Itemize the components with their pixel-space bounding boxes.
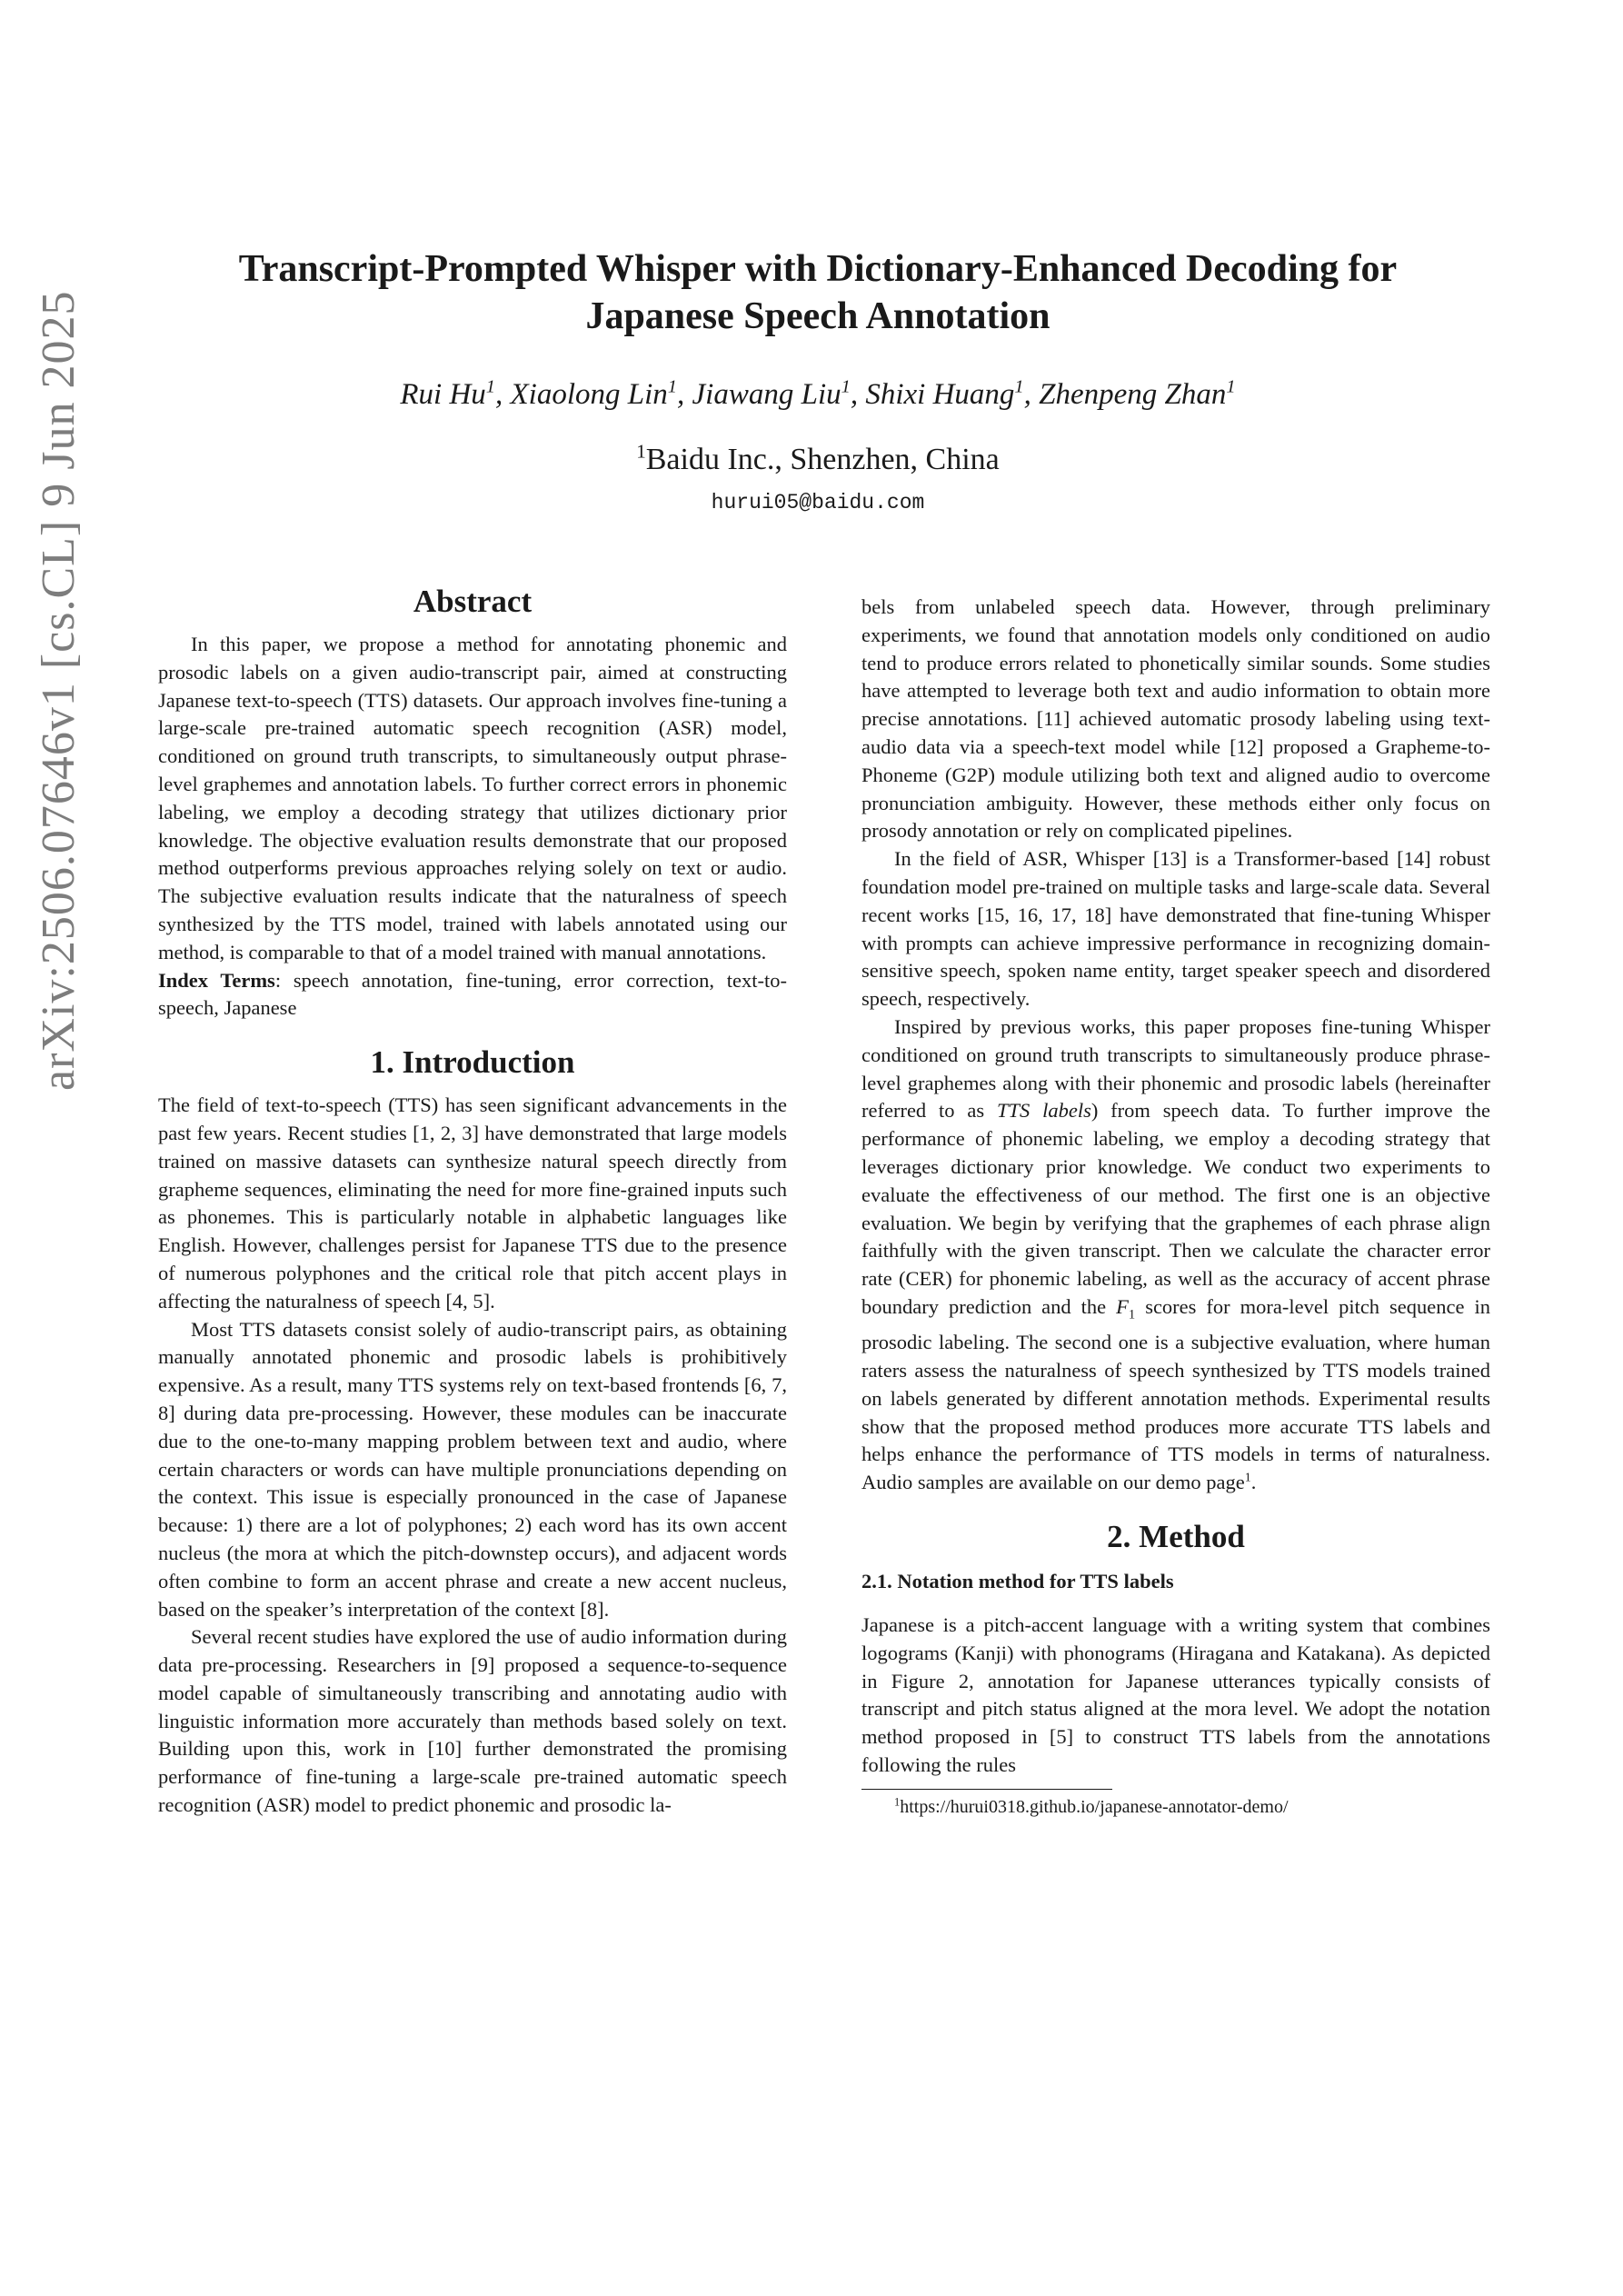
method-paragraph-1: Japanese is a pitch-accent language with a writing system that combines logograms (Kanji) with phonograms (Hiragana and Katakana). As depicted in Figure 2, annotation for Japanese utterances typically consists of transcript and pitch status aligned at the mora level. We adopt the notation method proposed in [5] to construct TTS labels from the annotations following the rules [861, 1613, 1490, 1776]
footnote [861, 1795, 1490, 1819]
affiliation [164, 440, 1472, 480]
author-list: Rui Hu$^1$, Xiaolong Lin$^1$, Jiawang Liu$^1$, Shixi Huang$^1$, Zhenpeng Zhan$^1$ [400, 376, 1236, 411]
affiliation-mark: 1 [636, 440, 646, 463]
footnote-link[interactable]: https://hurui0318.github.io/japanese-annotator-demo/ [900, 1796, 1289, 1817]
author-name: Rui Hu [400, 378, 486, 411]
left-column [158, 582, 787, 1820]
text-run: scores for mora-level pitch sequence in prosodic labeling. The second one is a subjective evaluation, where human raters assess the naturalness of speech synthesized by TTS models trained on labels generated by different annotation methods. Experimental results show that the proposed method produces more accurate TTS labels and helps enhance the performance of TTS models in terms of naturalness. Audio samples are available on our demo page [861, 1294, 1490, 1494]
affiliation-text: Baidu Inc., Shenzhen, China [645, 443, 1000, 476]
section-heading-method: 2. Method [1107, 1519, 1245, 1554]
arxiv-identifier-stamp: arXiv:2506.07646v1 [cs.CL] 9 Jun 2025 [33, 290, 85, 1091]
abstract-text: In this paper, we propose a method for annotating phonemic and prosodic labels on a given audio-transcript pair, aimed at constructing Japanese text-to-speech (TTS) datasets. Our approach involves fine-tuning a large-scale pre-trained automatic speech recognition (ASR) model, conditioned on ground truth transcripts, to simultaneously output phrase-level graphemes and annotation labels. To further correct errors in phonemic labeling, we employ a decoding strategy that utilizes dictionary prior knowledge. The objective evaluation results demonstrate that our proposed method outperforms previous approaches relying solely on text or audio. The subjective evaluation results indicate that the naturalness of speech synthesized by the TTS model, trained with labels annotated using our method, is comparable to that of a model trained with manual annotations. [158, 633, 787, 963]
author-name: Zhenpeng Zhan [1039, 378, 1227, 411]
intro-paragraph-3: Several recent studies have explored the use of audio information during data pre-processing. Researchers in [9] proposed a sequence-to-sequence model capable of simultaneously transcribing and annotating audio with linguistic information more accurately than methods based solely on text. Building upon this, work in [10] further demonstrated the promising performance of fine-tuning a large-scale pre-trained automatic speech recognition (ASR) model to predict phonemic and prosodic la- [158, 1625, 787, 1817]
emphasized-term: TTS labels [996, 1099, 1091, 1123]
section-heading-introduction: 1. Introduction [370, 1044, 575, 1081]
affiliation-mark: 1 [485, 376, 496, 397]
text-run: . [1250, 1471, 1257, 1494]
affiliation-mark: 1 [667, 376, 678, 397]
intro-paragraph-5 [861, 1013, 1490, 1497]
affiliation-mark: 1 [1014, 376, 1024, 397]
intro-paragraph-4: In the field of ASR, Whisper [13] is a Transformer-based [14] robust foundation model pre-trained on multiple tasks and large-scale data. Several recent works [15, 16, 17, 18] have demonstrated that fine-tuning Whisper with prompts can achieve impressive performance in recognizing domain-sensitive speech, spoken name entity, target speaker speech and disordered speech, respectively. [861, 847, 1490, 1011]
index-terms-label: Index Terms [158, 968, 275, 992]
math-subscript: 1 [1128, 1307, 1136, 1323]
text-run: Inspired by previous works, this paper proposes fine-tuning Whisper conditioned on ground truth transcripts to simultaneously produce phrase-level graphemes along with their phonemic and prosodic labels (hereinafter referred to as [861, 1014, 1490, 1123]
footnote-mark: 1 [1244, 1471, 1251, 1485]
affiliation-mark: 1 [1226, 376, 1236, 397]
abstract-heading: Abstract [413, 584, 533, 619]
subsection-heading: 2.1. Notation method for TTS labels [861, 1570, 1174, 1592]
text-run: ) from speech data. To further improve the performance of phonemic labeling, we employ a decoding strategy that leverages dictionary prior knowledge. We conduct two experiments to evaluate the effectiveness of our method. The first one is an objective evaluation. We begin by verifying that the graphemes of each phrase align faithfully with the given transcript. Then we calculate the character error rate (CER) for phonemic labeling, as well as the accuracy of accent phrase boundary prediction and the [861, 1099, 1490, 1318]
author-email: hurui05@baidu.com [711, 491, 925, 514]
intro-paragraph-1: The field of text-to-speech (TTS) has seen significant advancements in the past few years. Recent studies [1, 2, 3] have demonstrated that large models trained on massive datasets can synthesize natural speech directly from grapheme sequences, eliminating the need for more fine-grained inputs such as phonemes. This is particularly notable in alphabetic languages like English. However, challenges persist for Japanese TTS due to the presence of numerous polyphones and the critical role that pitch accent plays in affecting the naturalness of speech [4, 5]. [158, 1093, 787, 1313]
index-terms [158, 967, 787, 1023]
paper-title: Transcript-Prompted Whisper with Dictionary-Enhanced Decoding for Japanese Speech Annotation [238, 248, 1398, 337]
right-column [861, 594, 1490, 1819]
author-name: Jiawang Liu [692, 378, 841, 411]
math-symbol: F [1116, 1294, 1129, 1318]
footnote-mark: 1 [894, 1795, 901, 1809]
intro-paragraph-3-continued: bels from unlabeled speech data. However, through preliminary experiments, we found that annotation models only conditioned on audio tend to produce errors related to phonetically similar sounds. Some studies have attempted to leverage both text and audio information to obtain more precise annotations. [11] achieved automatic prosody labeling using text-audio data via a speech-text model while [12] proposed a Grapheme-to-Phoneme (G2P) module utilizing both text and aligned audio to overcome pronunciation ambiguity. However, these methods either only focus on prosody annotation or rely on complicated pipelines. [861, 595, 1490, 843]
intro-paragraph-2: Most TTS datasets consist solely of audio-transcript pairs, as obtaining manually annotated phonemic and prosodic labels is prohibitively expensive. As a result, many TTS systems rely on text-based frontends [6, 7, 8] during data pre-processing. However, these modules can be inaccurate due to the one-to-many mapping problem between text and audio, where certain characters or words can have multiple pronunciations depending on the context. This issue is especially pronounced in the case of Japanese because: 1) there are a lot of polyphones; 2) each word has its own accent nucleus (the mora at which the pitch-downstep occurs), and adjacent words often combine to form an accent phrase and create a new accent nucleus, based on the speaker’s interpretation of the context [8]. [158, 1317, 787, 1621]
author-name: Shixi Huang [865, 378, 1015, 411]
affiliation-mark: 1 [841, 376, 851, 397]
index-terms-text: : speech annotation, fine-tuning, error correction, text-to-speech, Japanese [158, 968, 788, 1020]
author-name: Xiaolong Lin [510, 378, 668, 411]
footnote-divider [861, 1789, 1112, 1790]
